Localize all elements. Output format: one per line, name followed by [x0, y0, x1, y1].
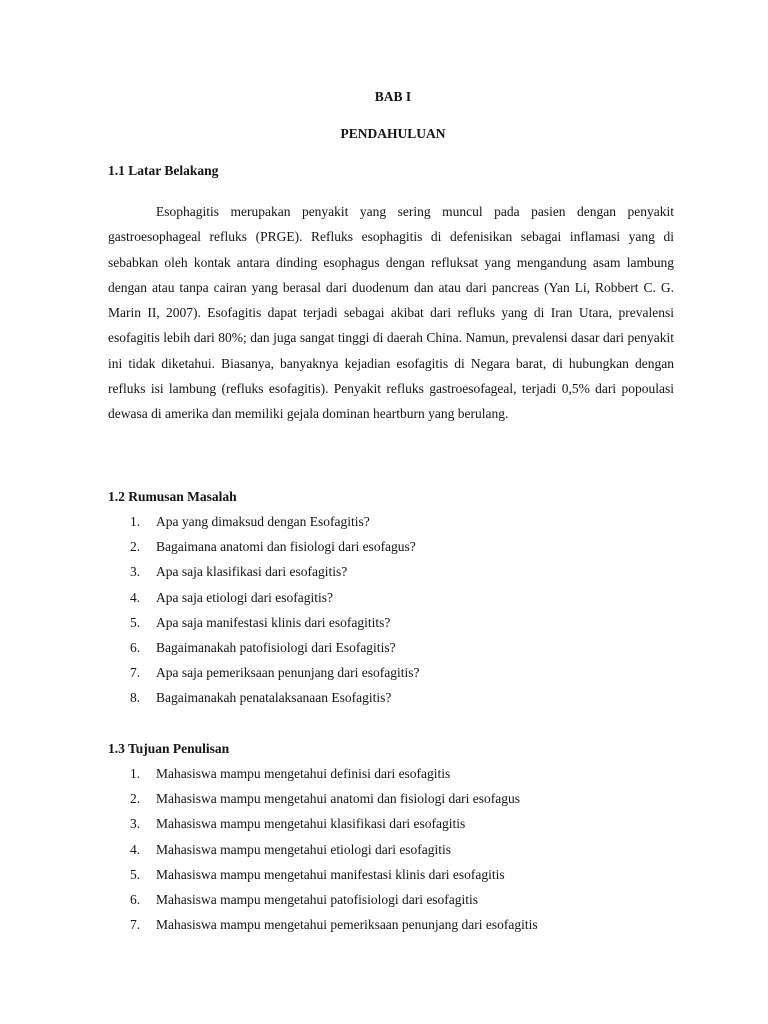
list-item-number: 7. — [130, 917, 141, 933]
list-item-text: Mahasiswa mampu mengetahui anatomi dan fisiologi dari esofagus — [156, 791, 521, 807]
list-item-number: 3. — [130, 564, 141, 580]
list-item-text: Bagaimanakah patofisiologi dari Esofagitis? — [156, 639, 396, 655]
list-item — [130, 917, 538, 942]
list-item-text: Mahasiswa mampu mengetahui manifestasi klinis dari esofagitis — [156, 866, 505, 882]
list-item-number: 4. — [130, 589, 141, 605]
list-item — [130, 892, 538, 917]
section-heading-tujuan-penulisan: 1.3 Tujuan Penulisan — [108, 741, 230, 756]
list-item-text: Mahasiswa mampu mengetahui klasifikasi dari esofagitis — [156, 816, 466, 832]
list-item — [130, 690, 420, 715]
list-item-text: Mahasiswa mampu mengetahui definisi dari esofagitis — [156, 766, 451, 781]
list-item-number: 6. — [130, 891, 141, 907]
list-item-text: Apa saja etiologi dari esofagitis? — [156, 589, 333, 605]
list-item — [130, 842, 538, 867]
list-item-text: Mahasiswa mampu mengetahui patofisiologi dari esofagitis — [156, 891, 479, 907]
tujuan-penulisan-list — [130, 766, 538, 942]
list-item-number: 7. — [130, 665, 141, 681]
list-item — [130, 615, 420, 640]
list-item-number: 3. — [130, 816, 141, 832]
list-item-number: 2. — [130, 791, 141, 807]
list-item-text: Bagaimanakah penatalaksanaan Esofagitis? — [156, 690, 392, 706]
list-item-number: 4. — [130, 841, 141, 857]
list-item — [130, 867, 538, 892]
list-item-text: Mahasiswa mampu mengetahui etiologi dari esofagitis — [156, 841, 452, 857]
chapter-title: PENDAHULUAN — [340, 126, 446, 141]
list-item-text: Apa saja pemeriksaan penunjang dari esofagitis? — [156, 665, 420, 681]
list-item — [130, 514, 420, 539]
list-item-number: 5. — [130, 614, 141, 630]
list-item — [130, 665, 420, 690]
list-item-text: Apa yang dimaksud dengan Esofagitis? — [156, 514, 370, 529]
list-item-number: 1. — [130, 766, 141, 781]
list-item-text: Bagaimana anatomi dan fisiologi dari esofagus? — [156, 539, 416, 555]
latar-belakang-paragraph: Esophagitis merupakan penyakit yang sering muncul pada pasien dengan penyakit gastroesophageal refluks (PRGE). Refluks esophagitis di defenisikan sebagai inflamasi yang di sebabkan oleh kontak antara dinding esophagus dengan refluksat yang mengandung asam lambung dengan atau tanpa cairan yang berasal dari duodenum dan atau dari pancreas (Yan Li, Robbert C. G. Marin II, 2007). Esofagitis dapat terjadi sebagai akibat dari refluks yang di Iran Utara, prevalensi esofagitis lebih dari 80%; dan juga sangat tinggi di daerah China. Namun, prevalensi dasar dari penyakit ini tidak diketahui. Biasanya, banyaknya kejadian esofagitis di Negara barat, di hubungkan dengan refluks isi lambung (refluks esofagitis). Penyakit refluks gastroesofageal, terjadi 0,5% dari popoulasi dewasa di amerika dan memiliki gejala dominan heartburn yang berulang. — [108, 204, 674, 422]
list-item — [130, 766, 538, 791]
rumusan-masalah-list — [130, 514, 420, 716]
list-item-text: Apa saja klasifikasi dari esofagitis? — [156, 564, 348, 580]
list-item — [130, 791, 538, 816]
list-item-text: Apa saja manifestasi klinis dari esofagitits? — [156, 614, 391, 630]
list-item-number: 5. — [130, 866, 141, 882]
list-item-number: 1. — [130, 514, 141, 529]
list-item-number: 8. — [130, 690, 141, 706]
section-heading-rumusan-masalah: 1.2 Rumusan Masalah — [108, 489, 237, 504]
section-heading-latar-belakang: 1.1 Latar Belakang — [108, 163, 219, 178]
list-item-number: 2. — [130, 539, 141, 555]
list-item-number: 6. — [130, 639, 141, 655]
list-item — [130, 539, 420, 564]
list-item-text: Mahasiswa mampu mengetahui pemeriksaan penunjang dari esofagitis — [156, 917, 538, 933]
list-item — [130, 564, 420, 589]
list-item — [130, 590, 420, 615]
list-item — [130, 816, 538, 841]
chapter-label: BAB I — [374, 89, 412, 104]
list-item — [130, 640, 420, 665]
